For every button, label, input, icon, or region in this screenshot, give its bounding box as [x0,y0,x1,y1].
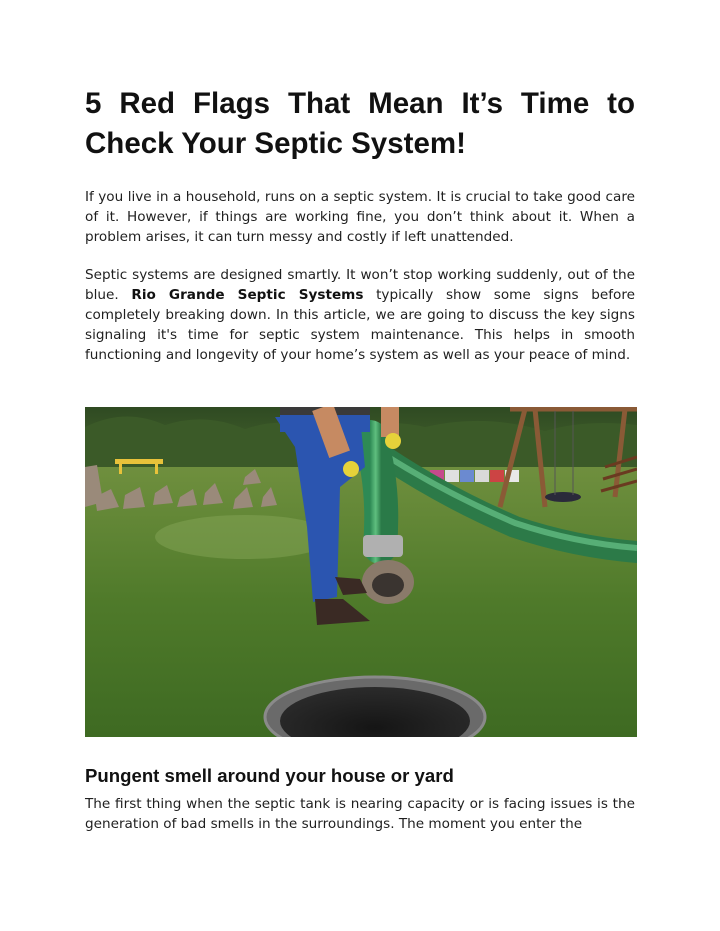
septic-service-photo [85,407,637,737]
article-title: 5 Red Flags That Mean It’s Time to Check Your Septic System! [85,87,635,160]
intro-text-start: Septic systems are designed smartly. It won’t stop working suddenly, out of the blue. [85,267,635,303]
intro-paragraph-2 [85,266,635,366]
intro-paragraph-1: If you live in a household, runs on a septic system. It is crucial to take good care of it. However, if things are working fine, you don’t think about it. When a problem arises, it can turn messy and costly if left unattended. [85,189,635,245]
intro-text-end: typically show some signs before completely breaking down. In this article, we are going to discuss the key signs signaling it's time for septic system maintenance. This helps in smooth functioning and longevity of your home’s system as well as your peace of mind. [85,286,635,363]
section-paragraph-1: The first thing when the septic tank is nearing capacity or is facing issues is the generation of bad smells in the surroundings. The moment you enter the [85,796,635,832]
section-heading-1: Pungent smell around your house or yard [85,765,454,786]
company-name: Rio Grande Septic Systems [131,286,364,303]
